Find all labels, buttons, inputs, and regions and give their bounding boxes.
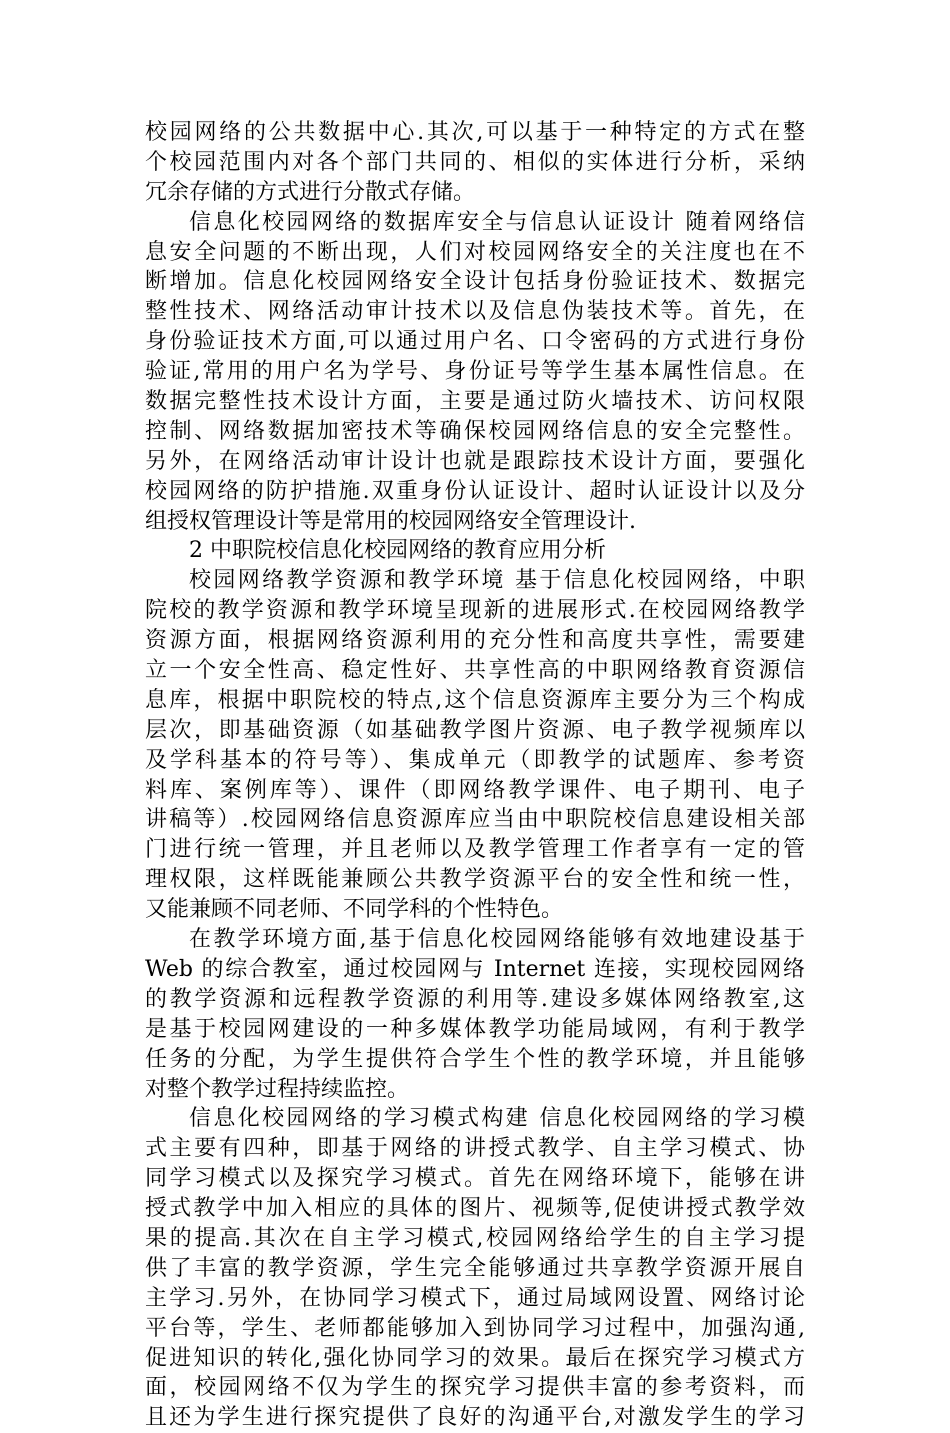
text-line: 理权限，这样既能兼顾公共教学资源平台的安全性和统一性， [145,867,805,893]
text-line: 身份验证技术方面,可以通过用户名、口令密码的方式进行身份 [145,329,805,355]
text-line: 及学科基本的符号等）、集成单元（即教学的试题库、参考资 [145,747,805,773]
text-line: 立一个安全性高、稳定性好、共享性高的中职网络教育资源信 [145,658,805,684]
text-line: 息库，根据中职院校的特点,这个信息资源库主要分为三个构成 [145,687,805,713]
text-line: 另外，在网络活动审计设计也就是跟踪技术设计方面，要强化 [145,448,805,474]
text-line: 层次，即基础资源（如基础教学图片资源、电子教学视频库以 [145,717,805,743]
text-line: 个校园范围内对各个部门共同的、相似的实体进行分析，采纳 [145,149,805,175]
text-line: 是基于校园网建设的一种多媒体教学功能局域网，有利于教学 [145,1016,805,1042]
text-line: 主学习.另外，在协同学习模式下，通过局域网设置、网络讨论 [145,1285,805,1311]
text-line: 对整个教学过程持续监控。 [145,1076,410,1102]
text-line: 同学习模式以及探究学习模式。首先在网络环境下，能够在讲 [145,1166,805,1192]
text-line: 的教学资源和远程教学资源的利用等.建设多媒体网络教室,这 [145,986,805,1012]
text-line: 院校的教学资源和教学环境呈现新的进展形式.在校园网络教学 [145,598,805,624]
text-line: 在教学环境方面,基于信息化校园网络能够有效地建设基于 [189,927,805,953]
text-line: 料库、案例库等）、课件（即网络教学课件、电子期刊、电子 [145,777,805,803]
text-line: 促进知识的转化,强化协同学习的效果。最后在探究学习模式方 [145,1345,805,1371]
text-line: 式主要有四种，即基于网络的讲授式教学、自主学习模式、协 [145,1136,805,1162]
text-line: 组授权管理设计等是常用的校园网络安全管理设计. [145,508,636,534]
text-line: 授式教学中加入相应的具体的图片、视频等,促使讲授式教学效 [145,1196,805,1222]
text-line: Web 的综合教室，通过校园网与 Internet 连接，实现校园网络 [145,956,805,982]
text-line: 息安全问题的不断出现，人们对校园网络安全的关注度也在不 [145,239,805,265]
text-line: 且还为学生进行探究提供了良好的沟通平台,对激发学生的学习 [145,1405,805,1431]
text-line: 控制、网络数据加密技术等确保校园网络信息的安全完整性。 [145,418,805,444]
text-line: 面，校园网络不仅为学生的探究学习提供丰富的参考资料，而 [145,1375,805,1401]
text-line: 信息化校园网络的数据库安全与信息认证设计 随着网络信 [189,209,805,235]
text-line: 又能兼顾不同老师、不同学科的个性特色。 [145,897,564,923]
text-line: 断增加。信息化校园网络安全设计包括身份验证技术、数据完 [145,269,805,295]
text-line: 资源方面，根据网络资源利用的充分性和高度共享性，需要建 [145,628,805,654]
text-line: 验证,常用的用户名为学号、身份证号等学生基本属性信息。在 [145,359,805,385]
body-text [145,118,805,1433]
text-line: 讲稿等）.校园网络信息资源库应当由中职院校信息建设相关部 [145,807,805,833]
text-line: 果的提高.其次在自主学习模式,校园网络给学生的自主学习提 [145,1225,805,1251]
text-line: 冗余存储的方式进行分散式存储。 [145,179,476,205]
text-line: 门进行统一管理，并且老师以及教学管理工作者享有一定的管 [145,837,805,863]
text-line: 任务的分配，为学生提供符合学生个性的教学环境，并且能够 [145,1046,805,1072]
text-line: 信息化校园网络的学习模式构建 信息化校园网络的学习模 [189,1106,805,1132]
text-line: 校园网络教学资源和教学环境 基于信息化校园网络，中职 [189,568,805,594]
text-line: 供了丰富的教学资源，学生完全能够通过共享教学资源开展自 [145,1255,805,1281]
text-line: 2 中职院校信息化校园网络的教育应用分析 [189,538,606,564]
text-line: 整性技术、网络活动审计技术以及信息伪装技术等。首先，在 [145,299,805,325]
text-line: 校园网络的公共数据中心.其次,可以基于一种特定的方式在整 [145,120,805,145]
text-line: 校园网络的防护措施.双重身份认证设计、超时认证设计以及分 [145,478,805,504]
text-line: 平台等，学生、老师都能够加入到协同学习过程中，加强沟通, [145,1315,805,1341]
text-line: 数据完整性技术设计方面，主要是通过防火墙技术、访问权限 [145,389,805,415]
